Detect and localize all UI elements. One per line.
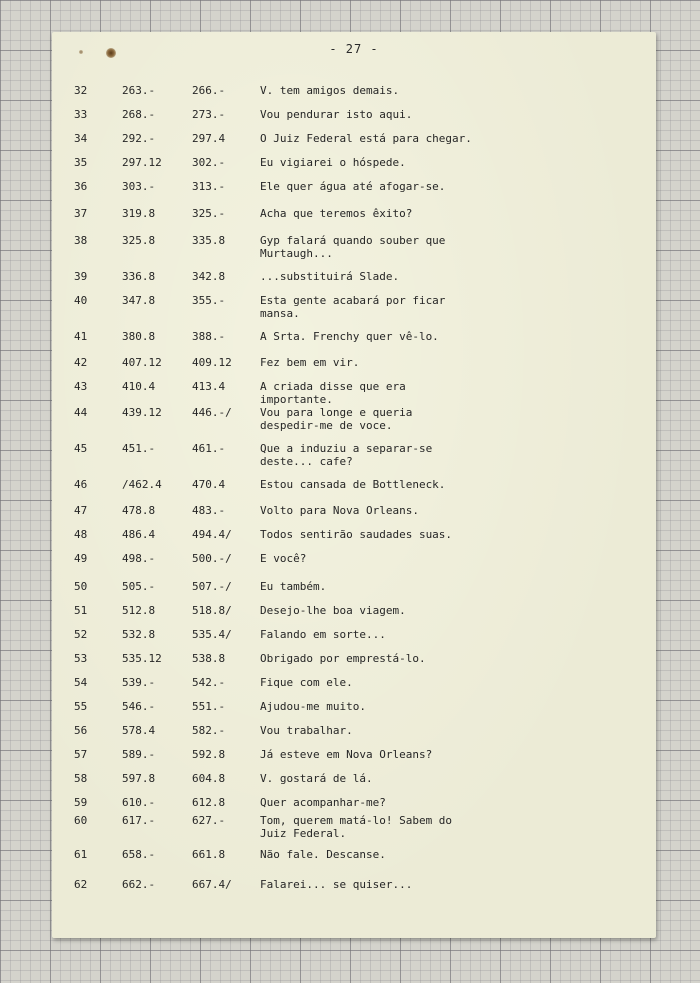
subtitle-text: ...substituirá Slade. [260, 270, 400, 283]
timecode-out: 551.- [192, 700, 226, 713]
timecode-out: 500.-/ [192, 552, 232, 565]
subtitle-text: Eu vigiarei o hóspede. [260, 156, 406, 169]
timecode-out: 667.4/ [192, 878, 232, 891]
row-number: 45 [74, 442, 88, 455]
row-number: 46 [74, 478, 88, 491]
timecode-out: 342.8 [192, 270, 226, 283]
timecode-in: 303.- [122, 180, 156, 193]
row-number: 44 [74, 406, 88, 419]
row-number: 61 [74, 848, 88, 861]
subtitle-text: Eu também. [260, 580, 327, 593]
row-number: 42 [74, 356, 88, 369]
subtitle-text: V. tem amigos demais. [260, 84, 400, 97]
timecode-out: 388.- [192, 330, 226, 343]
row-number: 47 [74, 504, 88, 517]
timecode-in: 263.- [122, 84, 156, 97]
timecode-out: 627.- [192, 814, 226, 827]
row-number: 54 [74, 676, 88, 689]
subtitle-text: Vou para longe e queria despedir-me de voce. [260, 406, 413, 432]
subtitle-text: Acha que teremos êxito? [260, 207, 413, 220]
row-number: 57 [74, 748, 88, 761]
timecode-out: 335.8 [192, 234, 226, 247]
subtitle-text: Volto para Nova Orleans. [260, 504, 419, 517]
row-number: 48 [74, 528, 88, 541]
subtitle-text: Vou trabalhar. [260, 724, 353, 737]
row-number: 50 [74, 580, 88, 593]
row-number: 51 [74, 604, 88, 617]
subtitle-text: Vou pendurar isto aqui. [260, 108, 413, 121]
row-number: 38 [74, 234, 88, 247]
subtitle-text: Todos sentirão saudades suas. [260, 528, 453, 541]
timecode-in: 505.- [122, 580, 156, 593]
timecode-out: 507.-/ [192, 580, 232, 593]
timecode-in: 610.- [122, 796, 156, 809]
timecode-out: 273.- [192, 108, 226, 121]
timecode-out: 297.4 [192, 132, 226, 145]
timecode-in: 546.- [122, 700, 156, 713]
row-number: 62 [74, 878, 88, 891]
timecode-out: 494.4/ [192, 528, 232, 541]
timecode-in: 498.- [122, 552, 156, 565]
row-number: 40 [74, 294, 88, 307]
row-number: 55 [74, 700, 88, 713]
row-number: 35 [74, 156, 88, 169]
timecode-in: 319.8 [122, 207, 156, 220]
subtitle-text: O Juiz Federal está para chegar. [260, 132, 472, 145]
timecode-in: 532.8 [122, 628, 156, 641]
row-number: 36 [74, 180, 88, 193]
row-number: 41 [74, 330, 88, 343]
timecode-in: 292.- [122, 132, 156, 145]
row-number: 60 [74, 814, 88, 827]
row-number: 33 [74, 108, 88, 121]
row-number: 59 [74, 796, 88, 809]
typewritten-page [52, 32, 656, 938]
page-number: - 27 - [329, 42, 379, 56]
timecode-out: 604.8 [192, 772, 226, 785]
timecode-in: 325.8 [122, 234, 156, 247]
subtitle-text: Quer acompanhar-me? [260, 796, 386, 809]
timecode-out: 446.-/ [192, 406, 232, 419]
timecode-in: 410.4 [122, 380, 156, 393]
timecode-out: 302.- [192, 156, 226, 169]
subtitle-text: Esta gente acabará por ficar mansa. [260, 294, 446, 320]
timecode-in: 658.- [122, 848, 156, 861]
timecode-in: /462.4 [122, 478, 162, 491]
timecode-in: 451.- [122, 442, 156, 455]
timecode-in: 347.8 [122, 294, 156, 307]
subtitle-text: Já esteve em Nova Orleans? [260, 748, 433, 761]
subtitle-text: Ajudou-me muito. [260, 700, 366, 713]
row-number: 52 [74, 628, 88, 641]
row-number: 43 [74, 380, 88, 393]
timecode-in: 589.- [122, 748, 156, 761]
timecode-out: 582.- [192, 724, 226, 737]
subtitle-text: Que a induziu a separar-se deste... cafe? [260, 442, 433, 468]
timecode-out: 413.4 [192, 380, 226, 393]
subtitle-text: Fique com ele. [260, 676, 353, 689]
timecode-out: 483.- [192, 504, 226, 517]
row-number: 49 [74, 552, 88, 565]
row-number: 32 [74, 84, 88, 97]
timecode-in: 297.12 [122, 156, 162, 169]
timecode-in: 486.4 [122, 528, 156, 541]
timecode-out: 461.- [192, 442, 226, 455]
timecode-in: 539.- [122, 676, 156, 689]
row-number: 37 [74, 207, 88, 220]
subtitle-text: E você? [260, 552, 307, 565]
timecode-out: 592.8 [192, 748, 226, 761]
row-number: 39 [74, 270, 88, 283]
timecode-out: 542.- [192, 676, 226, 689]
subtitle-text: Obrigado por emprestá-lo. [260, 652, 426, 665]
timecode-out: 355.- [192, 294, 226, 307]
timecode-in: 662.- [122, 878, 156, 891]
timecode-out: 313.- [192, 180, 226, 193]
timecode-in: 512.8 [122, 604, 156, 617]
timecode-in: 535.12 [122, 652, 162, 665]
timecode-in: 336.8 [122, 270, 156, 283]
subtitle-text: Fez bem em vir. [260, 356, 360, 369]
subtitle-text: Desejo-lhe boa viagem. [260, 604, 406, 617]
subtitle-text: Gyp falará quando souber que Murtaugh... [260, 234, 446, 260]
row-number: 34 [74, 132, 88, 145]
subtitle-text: A criada disse que era importante. [260, 380, 406, 406]
row-number: 53 [74, 652, 88, 665]
timecode-in: 268.- [122, 108, 156, 121]
subtitle-text: Não fale. Descanse. [260, 848, 386, 861]
timecode-in: 478.8 [122, 504, 156, 517]
timecode-in: 439.12 [122, 406, 162, 419]
timecode-in: 380.8 [122, 330, 156, 343]
row-number: 58 [74, 772, 88, 785]
timecode-out: 470.4 [192, 478, 226, 491]
timecode-out: 409.12 [192, 356, 232, 369]
timecode-in: 407.12 [122, 356, 162, 369]
timecode-out: 518.8/ [192, 604, 232, 617]
subtitle-text: V. gostará de lá. [260, 772, 373, 785]
subtitle-text: A Srta. Frenchy quer vê-lo. [260, 330, 439, 343]
subtitle-text: Falarei... se quiser... [260, 878, 413, 891]
subtitle-text: Tom, querem matá-lo! Sabem do Juiz Federal. [260, 814, 453, 840]
subtitle-text: Falando em sorte... [260, 628, 386, 641]
timecode-out: 325.- [192, 207, 226, 220]
subtitle-text: Estou cansada de Bottleneck. [260, 478, 446, 491]
timecode-out: 661.8 [192, 848, 226, 861]
timecode-in: 617.- [122, 814, 156, 827]
timecode-out: 612.8 [192, 796, 226, 809]
timecode-in: 578.4 [122, 724, 156, 737]
timecode-in: 597.8 [122, 772, 156, 785]
row-number: 56 [74, 724, 88, 737]
timecode-out: 538.8 [192, 652, 226, 665]
subtitle-text: Ele quer água até afogar-se. [260, 180, 446, 193]
timecode-out: 535.4/ [192, 628, 232, 641]
timecode-out: 266.- [192, 84, 226, 97]
